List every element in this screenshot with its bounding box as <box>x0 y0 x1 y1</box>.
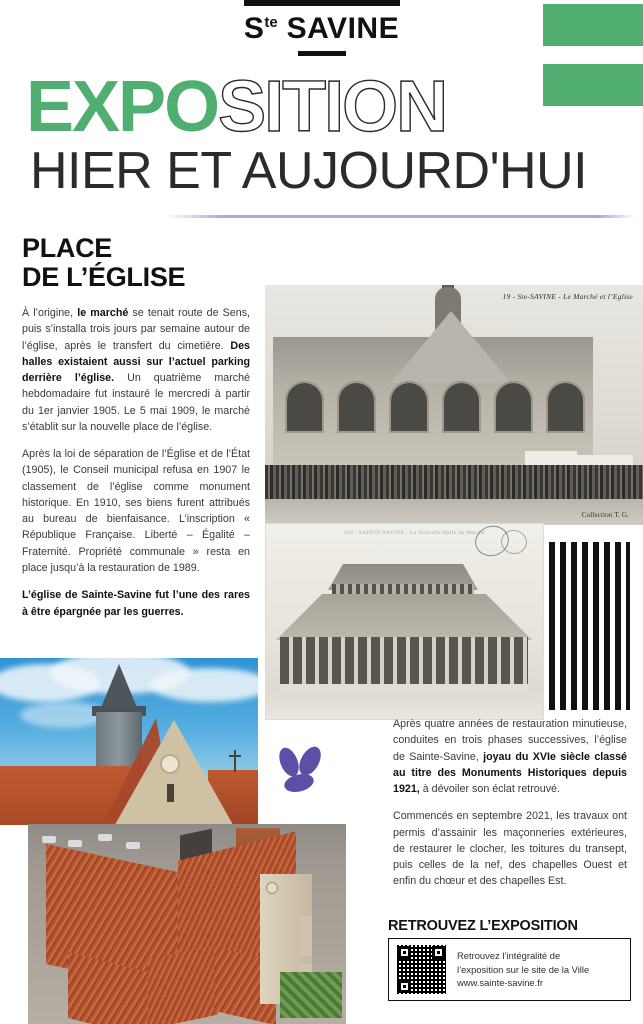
page-title <box>26 67 447 147</box>
qr-finder-top-right <box>432 946 445 959</box>
title-sition-outline: SITION <box>218 67 447 147</box>
leaf-icon <box>272 742 330 800</box>
qr-description <box>457 949 589 991</box>
cloud <box>150 668 258 702</box>
green-accent-bar-bottom <box>543 64 643 106</box>
halles-structure <box>280 637 528 689</box>
logo-prefix: S <box>243 12 265 45</box>
section-heading-line2: DE L’ÉGLISE <box>22 262 186 293</box>
aerial-garden <box>280 972 342 1018</box>
church-spire <box>100 664 138 710</box>
logo-wordmark <box>244 14 399 44</box>
header-divider <box>166 215 636 218</box>
photo-market-stall <box>525 451 577 465</box>
qr-line-2: l’exposition sur le site de la Ville <box>457 963 590 975</box>
qr-finder-top-left <box>398 946 411 959</box>
market-photo-collection: Collection T. G. <box>581 510 629 519</box>
church-window-slit <box>167 784 174 802</box>
rp1b: joyau du XVIe siècle classé au titre des Monuments Historiques depuis 1921, <box>393 750 628 796</box>
church-clock-icon <box>160 754 180 774</box>
left-paragraph-2: Après la loi de séparation de l’Église et de l’État (1905), le Conseil municipal refusa en 1907 le classement de l’église comme monument historique. En 1910, ses biens furent attribués au bureau de bienfaisance. L’inscription « République Française. Liberté – Égalité – Fraternité. Propriété communale » resta en place jusqu’à la restauration de 1989. <box>22 448 250 574</box>
logo-rule-bottom <box>298 51 346 56</box>
left-text-column <box>22 305 250 631</box>
historic-halles-photo <box>265 523 544 720</box>
halles-photo-caption: 126 - SAINTE-SAVINE - La Nouvelle Halle du Marché <box>344 530 486 536</box>
left-paragraph-1 <box>22 305 250 435</box>
rp1a: Après quatre années de restauration minutieuse, conduites en trois phases successives, l’église de Sainte-Savine, <box>393 718 627 763</box>
aerial-roof-chapel-mid <box>148 945 218 1024</box>
cta-heading: RETROUVEZ L’EXPOSITION <box>388 918 578 934</box>
historic-market-photo <box>265 285 643 525</box>
aerial-car <box>98 834 112 841</box>
aerial-car <box>68 840 82 847</box>
logo-superscript: te <box>264 14 278 31</box>
right-paragraph-2: Commencés en septembre 2021, les travaux ont permis d’assainir les maçonneries extérieures, de restaurer le clocher, les toitures du transept, puis celles de la nef, des chapelles Ouest et enfin du chœur et des chapelles Est. <box>393 810 627 888</box>
section-heading-line1: PLACE <box>22 233 113 263</box>
aerial-buttress <box>300 916 312 956</box>
aerial-clock-icon <box>266 882 278 894</box>
photo-church-windows <box>285 381 585 433</box>
lp1b: le marché <box>77 307 129 319</box>
qr-line-3[interactable]: www.sainte-savine.fr <box>457 977 543 989</box>
qr-code-icon[interactable] <box>397 945 446 994</box>
aerial-car <box>126 842 140 849</box>
market-photo-caption: 19 - Ste-SAVINE - Le Marché et l’Eglise <box>502 292 633 301</box>
logo-rule-top <box>244 0 400 6</box>
photo-church-gable <box>391 311 511 383</box>
church-cross-icon <box>234 750 236 772</box>
lp3b: L’église de Sainte-Savine fut l’une des rares à être épargnée par les guerres. <box>22 589 250 618</box>
logo-main: SAVINE <box>286 12 400 45</box>
qr-finder-bottom-left <box>398 980 411 993</box>
page-subtitle: HIER ET AUJOURD'HUI <box>30 142 588 200</box>
lp1e: Un quatrième marché hebdomadaire fut instauré le mercredi à partir du 1er janvier 1905. Le 5 mai 1909, le marché s’établit sur la nouvelle place de l’église. <box>22 372 251 433</box>
lp1d: Des halles existaient aussi sur l’actuel parking derrière l’église. <box>22 339 250 385</box>
lp1c: se tenait route de Sens, puis s’installa trois jours par semaine autour de l’église, après le transfert du cimetière. <box>22 307 251 352</box>
stripe-decoration <box>549 542 630 710</box>
aerial-car <box>42 836 56 843</box>
lp1a: À l’origine, <box>22 307 78 319</box>
title-expo-green: EXPO <box>26 67 219 147</box>
right-text-column <box>393 716 627 901</box>
left-paragraph-3 <box>22 587 250 620</box>
qr-info-box[interactable] <box>388 938 631 1001</box>
qr-line-1: Retrouvez l’intégralité de <box>457 949 561 961</box>
right-paragraph-1 <box>393 716 627 797</box>
section-heading <box>22 234 185 292</box>
rp1c: à dévoiler son éclat retrouvé. <box>419 783 560 796</box>
aerial-church-photo <box>28 824 346 1024</box>
church-exterior-photo <box>0 658 258 825</box>
city-logo <box>0 0 643 56</box>
